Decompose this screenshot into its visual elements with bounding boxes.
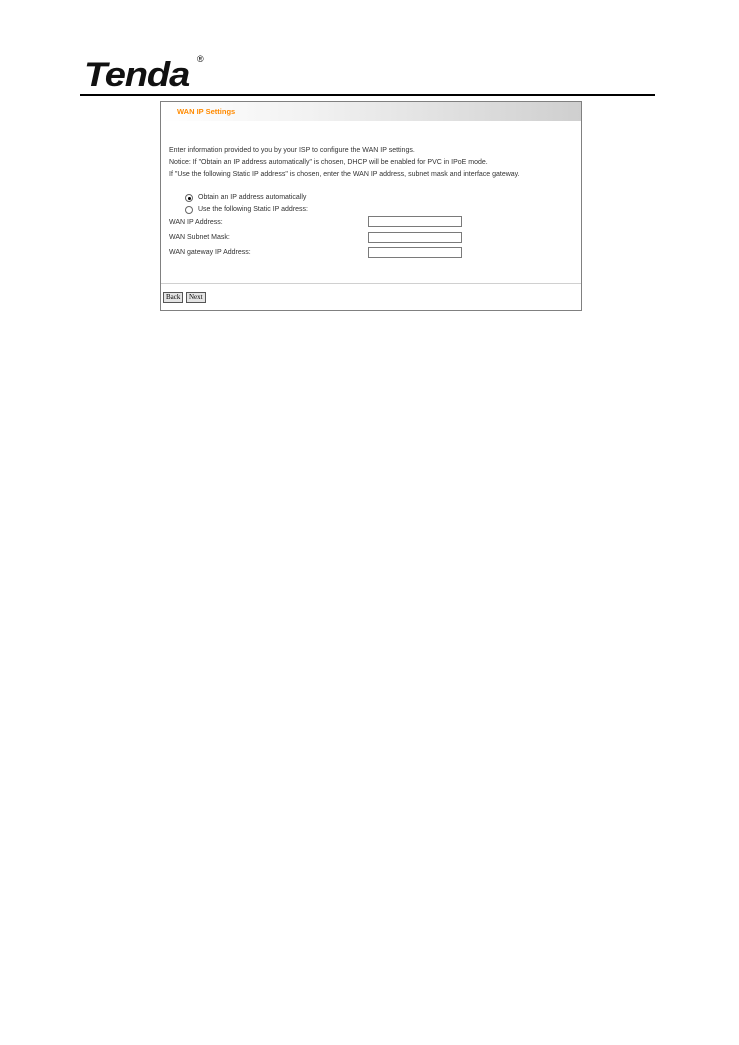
wan-ip-input[interactable] xyxy=(368,216,462,227)
registered-mark: ® xyxy=(197,54,204,64)
static-ip-label: Use the following Static IP address: xyxy=(198,206,308,213)
intro-text: Enter information provided to you by your ISP to configure the WAN IP settings. xyxy=(169,147,415,154)
wan-ip-label: WAN IP Address: xyxy=(169,219,223,226)
logo-text: Tenda xyxy=(84,56,190,94)
panel-separator xyxy=(161,283,581,284)
page-title: WAN IP Settings xyxy=(177,107,236,116)
panel-title-bar xyxy=(161,102,581,121)
tenda-logo xyxy=(84,54,204,94)
gateway-input[interactable] xyxy=(368,247,462,258)
gateway-label: WAN gateway IP Address: xyxy=(169,249,251,256)
obtain-ip-radio[interactable] xyxy=(185,194,193,202)
subnet-mask-label: WAN Subnet Mask: xyxy=(169,234,230,241)
wan-ip-settings-panel xyxy=(160,101,582,311)
subnet-mask-input[interactable] xyxy=(368,232,462,243)
static-ip-radio[interactable] xyxy=(185,206,193,214)
next-button[interactable]: Next xyxy=(186,292,206,303)
notice-text-2: If "Use the following Static IP address" is chosen, enter the WAN IP address, subnet mask and interface gateway. xyxy=(169,171,520,178)
obtain-ip-label: Obtain an IP address automatically xyxy=(198,194,307,201)
back-button[interactable]: Back xyxy=(163,292,183,303)
notice-text: Notice: If "Obtain an IP address automatically" is chosen, DHCP will be enabled for PVC in IPoE mode. xyxy=(169,159,488,166)
header-rule xyxy=(80,94,655,96)
